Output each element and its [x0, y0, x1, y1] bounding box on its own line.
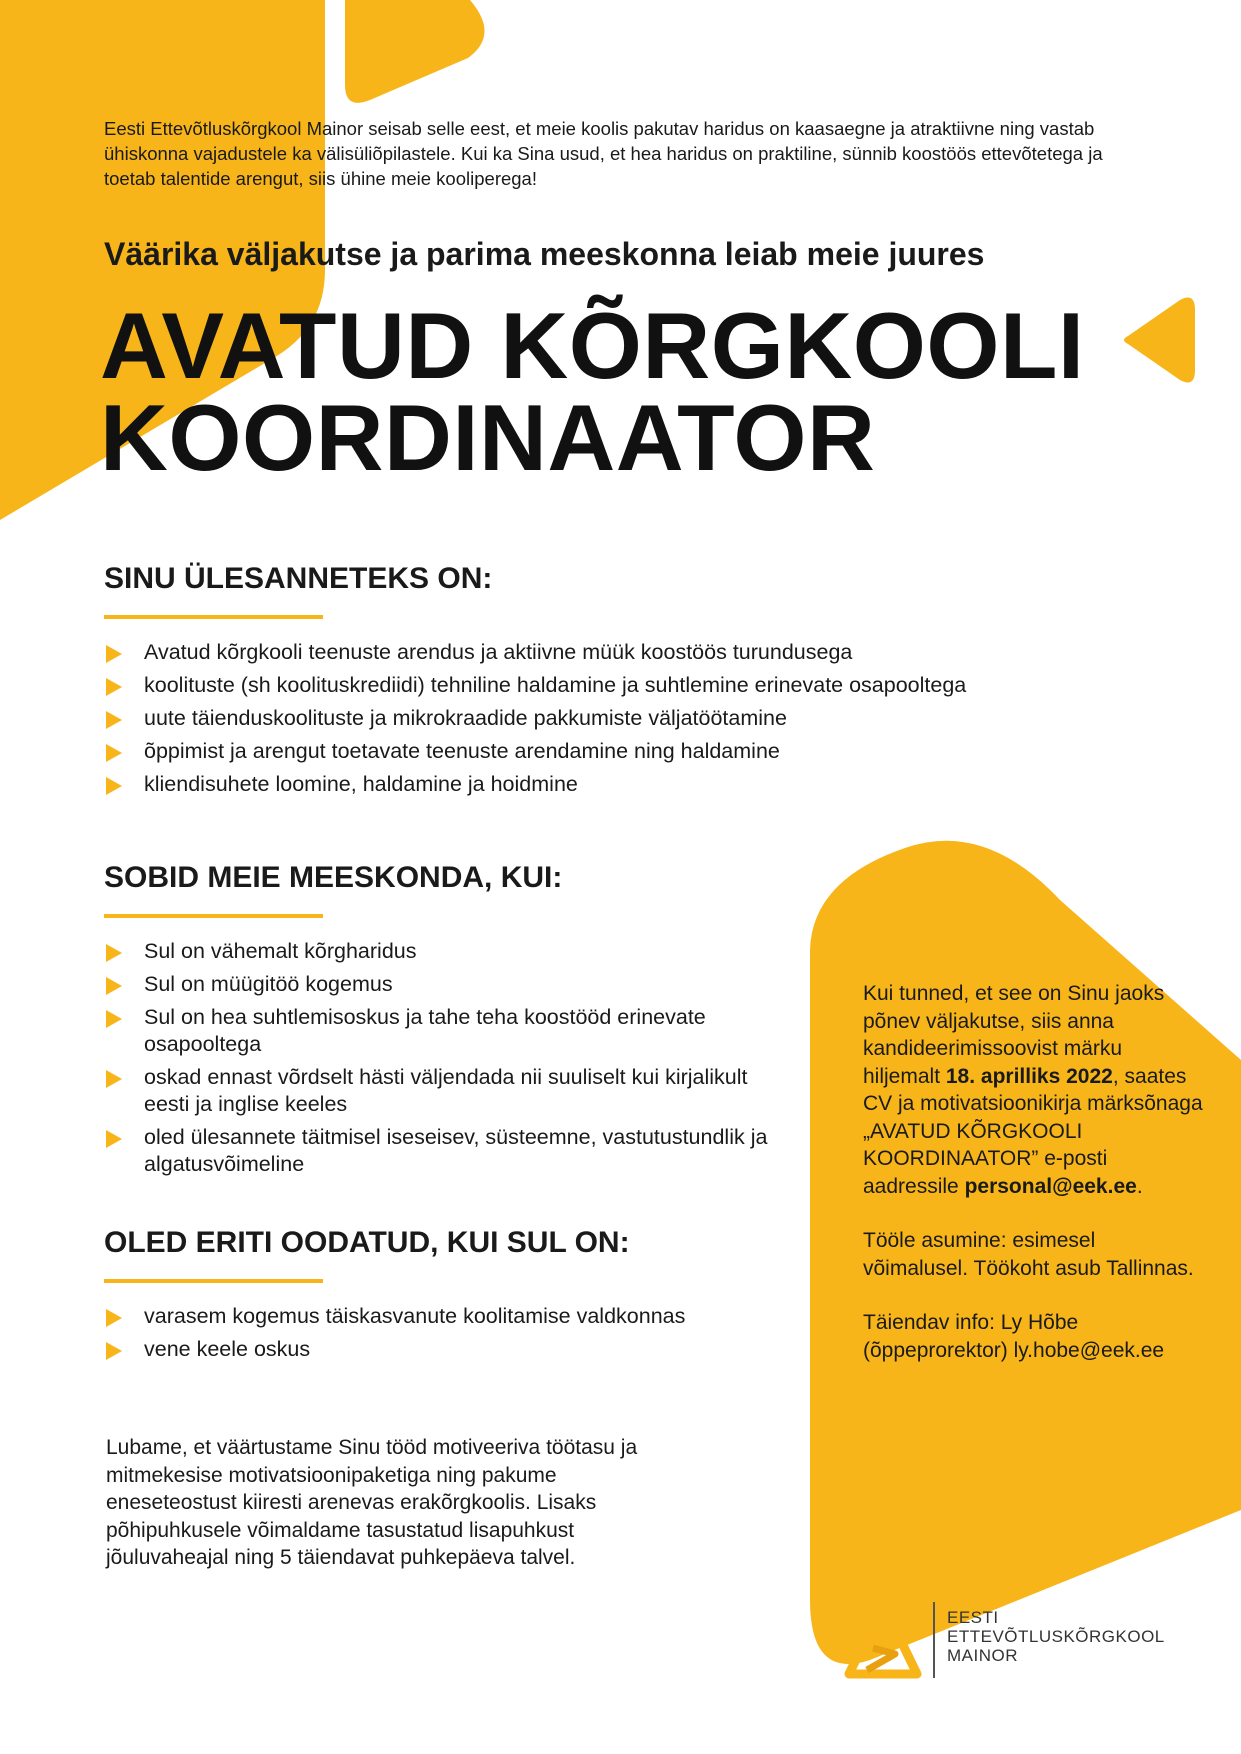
bullet-triangle-icon [106, 645, 122, 663]
section-heading-tasks: SINU ÜLESANNETEKS ON: [104, 562, 493, 595]
bullet-triangle-icon [106, 1342, 122, 1360]
list-item: Sul on hea suhtlemisoskus ja tahe teha koostööd erinevate osapooltega [104, 1004, 784, 1058]
list-item: varasem kogemus täiskasvanute koolitamise valdkonnas [104, 1303, 685, 1330]
bullet-triangle-icon [106, 1070, 122, 1088]
bullet-triangle-icon [106, 944, 122, 962]
bullet-triangle-icon [106, 777, 122, 795]
list-item: koolituste (sh koolituskrediidi) tehniline haldamine ja suhtlemine erinevate osapooltega [104, 672, 966, 699]
start-info: Tööle asumine: esimesel võimalusel. Töökoht asub Tallinnas. [863, 1229, 1194, 1280]
bullet-triangle-icon [106, 1130, 122, 1148]
bullet-triangle-icon [106, 711, 122, 729]
bullet-triangle-icon [106, 1309, 122, 1327]
bullet-triangle-icon [106, 678, 122, 696]
logo-divider [933, 1602, 935, 1678]
list-item: oskad ennast võrdselt hästi väljendada nii suuliselt kui kirjalikult eesti ja inglise keeles [104, 1064, 784, 1118]
list-item: Sul on müügitöö kogemus [104, 971, 784, 998]
job-title-line-2: KOORDINAATOR [100, 385, 876, 490]
bullet-triangle-icon [106, 977, 122, 995]
school-logo [843, 1598, 1163, 1682]
section-divider [104, 1279, 323, 1283]
job-title [100, 293, 1150, 490]
fit-list [104, 938, 784, 1184]
bonus-list [104, 1303, 685, 1369]
job-title-line-1: AVATUD KÕRGKOOLI [100, 293, 1085, 398]
application-info [863, 980, 1203, 1391]
list-item: oled ülesannete täitmisel iseseisev, süsteemne, vastutustundlik ja algatusvõimeline [104, 1124, 784, 1178]
list-item: vene keele oskus [104, 1336, 685, 1363]
top-yellow-triangle [345, 0, 485, 103]
deadline: 18. aprilliks 2022 [945, 1064, 1113, 1088]
mainor-logo-icon [843, 1598, 923, 1682]
application-instructions: Kui tunned, et see on Sinu jaoks põnev väljakutse, siis anna kandideerimissoovist märku hiljemalt 18. aprilliks 2022, saates CV ja motivatsioonikirja märksõnaga „AVATUD KÕRGKOOLI KOORDINAATOR” e-posti aadressile personal@eek.ee. [863, 982, 1203, 1198]
section-divider [104, 914, 323, 918]
section-heading-bonus: OLED ERITI OODATUD, KUI SUL ON: [104, 1226, 630, 1259]
logo-wordmark: EESTI ETTEVÕTLUSKÕRGKOOL MAINOR [947, 1608, 1165, 1665]
tasks-list [104, 639, 966, 804]
bullet-triangle-icon [106, 744, 122, 762]
application-email-link[interactable]: personal@eek.ee [964, 1174, 1137, 1198]
tagline: Väärika väljakutse ja parima meeskonna leiab meie juures [104, 236, 985, 272]
section-divider [104, 615, 323, 619]
bullet-triangle-icon [106, 1010, 122, 1028]
list-item: Sul on vähemalt kõrgharidus [104, 938, 784, 965]
benefits-paragraph: Lubame, et väärtustame Sinu tööd motiveeriva töötasu ja mitmekesise motivatsioonipaketiga ning pakume eneseteostust kiiresti arenevas erakõrgkoolis. Lisaks põhipuhkusele võimaldame tasustatud lisapuhkust jõuluvaheajal ning 5 täiendavat puhkepäeva talvel. [106, 1436, 638, 1569]
list-item: uute täienduskoolituste ja mikrokraadide pakkumiste väljatöötamine [104, 705, 966, 732]
section-heading-fit: SOBID MEIE MEESKONDA, KUI: [104, 861, 563, 894]
intro-paragraph: Eesti Ettevõtluskõrgkool Mainor seisab selle eest, et meie koolis pakutav haridus on kaasaegne ja atraktiivne ning vastab ühiskonna vajadustele ka välisüliõpilastele. Kui ka Sina usud, et hea haridus on praktiline, sünnib koostöös ettevõtetega ja toetab talentide arengut, siis ühine meie kooliperega! [104, 118, 1103, 189]
contact-info: Täiendav info: Ly Hõbe (õppeprorektor) ly.hobe@eek.ee [863, 1311, 1165, 1362]
list-item: Avatud kõrgkooli teenuste arendus ja aktiivne müük koostöös turundusega [104, 639, 966, 666]
list-item: õppimist ja arengut toetavate teenuste arendamine ning haldamine [104, 738, 966, 765]
list-item: kliendisuhete loomine, haldamine ja hoidmine [104, 771, 966, 798]
